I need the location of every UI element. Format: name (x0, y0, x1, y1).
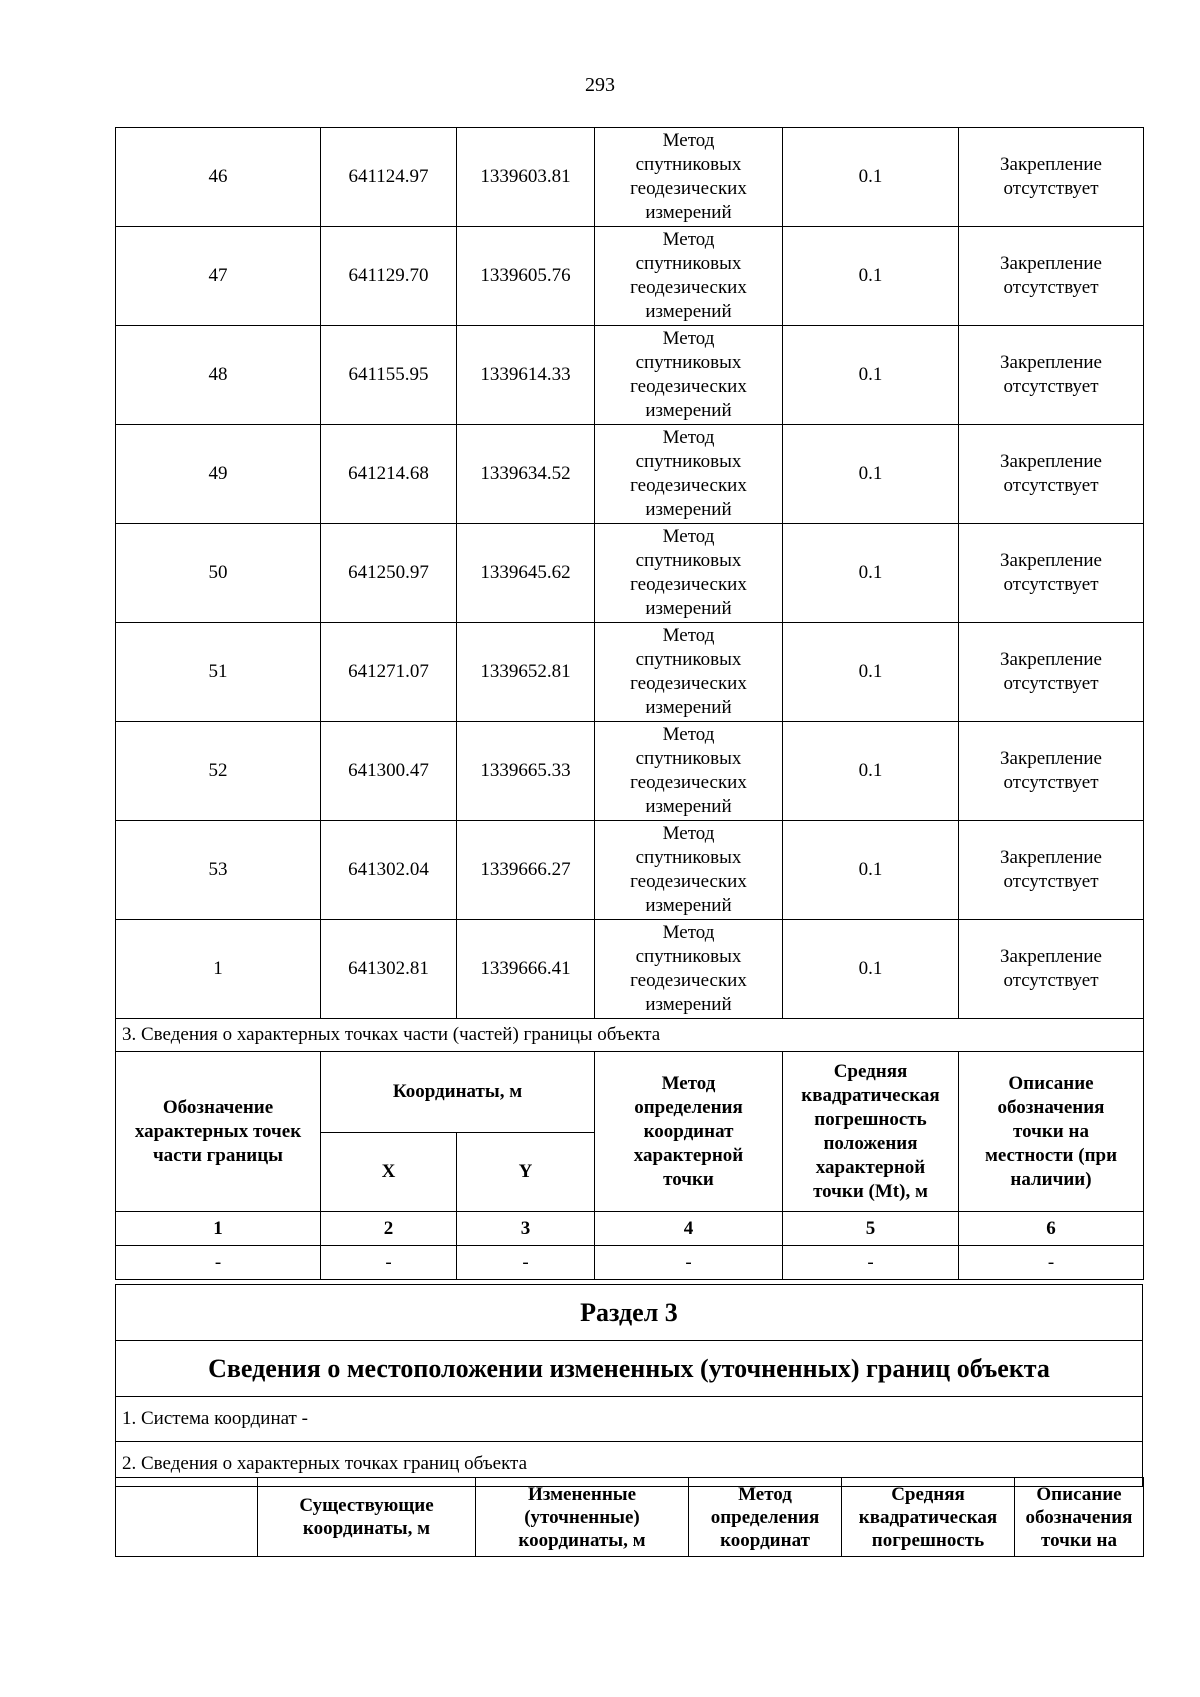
point-method (595, 722, 783, 821)
point-y: 1339666.41 (457, 920, 595, 1019)
table-row (116, 128, 1144, 227)
point-y: 1339605.76 (457, 227, 595, 326)
header-empty (116, 1478, 258, 1557)
text-line: характерной (633, 1144, 744, 1166)
text-line: Метод (662, 922, 715, 943)
point-method (595, 227, 783, 326)
text-line: Закрепление (1000, 253, 1102, 274)
column-number: 1 (116, 1212, 321, 1246)
text-line: Метод (738, 1483, 792, 1505)
point-x: 641155.95 (321, 326, 457, 425)
point-mt: 0.1 (783, 722, 959, 821)
text-line: положения (823, 1132, 918, 1154)
text-line: геодезических (630, 871, 747, 892)
text-line: координат (720, 1529, 810, 1551)
point-id: 48 (116, 326, 321, 425)
text-line: Метод (662, 427, 715, 448)
text-line: спутниковых (635, 847, 742, 868)
text-line: Закрепление (1000, 946, 1102, 967)
text-line: Метод (661, 1072, 716, 1094)
text-line: квадратическая (858, 1506, 998, 1528)
header-method (595, 1052, 783, 1212)
point-mt: 0.1 (783, 623, 959, 722)
text-line: отсутствует (1003, 277, 1099, 298)
point-description (959, 722, 1144, 821)
text-line: (уточненные) (524, 1506, 640, 1528)
point-id: 50 (116, 524, 321, 623)
text-line: Обозначение (162, 1096, 274, 1118)
text-line: Средняя (891, 1483, 965, 1505)
header-description (959, 1052, 1144, 1212)
text-line: обозначения (1025, 1506, 1133, 1528)
text-line: измерений (645, 994, 732, 1015)
text-line: измерений (645, 895, 732, 916)
text-line: спутниковых (635, 946, 742, 967)
text-line: геодезических (630, 970, 747, 991)
text-line: геодезических (630, 178, 747, 199)
table-row (116, 524, 1144, 623)
section3-header-table (115, 1477, 1144, 1557)
text-line: Метод (662, 229, 715, 250)
page-number: 293 (585, 74, 615, 96)
point-method (595, 623, 783, 722)
text-line: Метод (662, 328, 715, 349)
text-line: спутниковых (635, 649, 742, 670)
point-description (959, 821, 1144, 920)
text-line: характерных точек (134, 1120, 302, 1142)
point-mt: 0.1 (783, 920, 959, 1019)
text-line: отсутствует (1003, 673, 1099, 694)
text-line: Метод (662, 625, 715, 646)
empty-cell: - (783, 1246, 959, 1280)
point-y: 1339614.33 (457, 326, 595, 425)
point-x: 641250.97 (321, 524, 457, 623)
point-x: 641300.47 (321, 722, 457, 821)
text-line: отсутствует (1003, 871, 1099, 892)
text-line: точки на (1041, 1529, 1117, 1551)
text-line: местности (при (984, 1144, 1118, 1166)
point-id: 1 (116, 920, 321, 1019)
point-y: 1339645.62 (457, 524, 595, 623)
text-line: точки (663, 1168, 714, 1190)
table-row (116, 821, 1144, 920)
point-mt: 0.1 (783, 524, 959, 623)
point-method (595, 524, 783, 623)
text-line: спутниковых (635, 550, 742, 571)
header-coordinates: Координаты, м (321, 1052, 595, 1133)
text-line: точки (Mt), м (813, 1180, 928, 1202)
text-line: координаты, м (518, 1529, 646, 1551)
section3-heading: Раздел 3 (116, 1285, 1143, 1341)
point-x: 641124.97 (321, 128, 457, 227)
text-line: характерной (815, 1156, 926, 1178)
text-line: координаты, м (302, 1518, 431, 1539)
text-line: геодезических (630, 574, 747, 595)
empty-cell: - (595, 1246, 783, 1280)
text-line: Средняя (833, 1060, 908, 1082)
text-line: квадратическая (801, 1084, 940, 1106)
text-line: Закрепление (1000, 550, 1102, 571)
point-y: 1339652.81 (457, 623, 595, 722)
point-method (595, 326, 783, 425)
point-y: 1339603.81 (457, 128, 595, 227)
point-description (959, 623, 1144, 722)
text-line: геодезических (630, 277, 747, 298)
header-y: Y (457, 1133, 595, 1212)
text-line: отсутствует (1003, 475, 1099, 496)
text-line: Существующие (299, 1495, 434, 1516)
header-changed (476, 1478, 689, 1557)
point-x: 641271.07 (321, 623, 457, 722)
text-line: обозначения (997, 1096, 1105, 1118)
point-description (959, 128, 1144, 227)
column-number: 6 (959, 1212, 1144, 1246)
text-line: отсутствует (1003, 970, 1099, 991)
text-line: определения (634, 1096, 743, 1118)
table-row (116, 227, 1144, 326)
text-line: Метод (662, 823, 715, 844)
point-id: 47 (116, 227, 321, 326)
text-line: точки на (1013, 1120, 1089, 1142)
points-title-line: 2. Сведения о характерных точках границ объекта (116, 1442, 1143, 1487)
points-body (116, 128, 1144, 1019)
point-id: 49 (116, 425, 321, 524)
text-line: измерений (645, 202, 732, 223)
text-line: Закрепление (1000, 154, 1102, 175)
empty-data-row (116, 1246, 1144, 1280)
point-y: 1339665.33 (457, 722, 595, 821)
point-description (959, 227, 1144, 326)
point-x: 641302.81 (321, 920, 457, 1019)
text-line: отсутствует (1003, 376, 1099, 397)
section3-table (115, 1284, 1143, 1487)
point-id: 46 (116, 128, 321, 227)
table-row (116, 722, 1144, 821)
header-method-s3 (689, 1478, 842, 1557)
table-row (116, 920, 1144, 1019)
point-description (959, 326, 1144, 425)
header-designation (116, 1052, 321, 1212)
point-x: 641214.68 (321, 425, 457, 524)
point-mt: 0.1 (783, 128, 959, 227)
text-line: Закрепление (1000, 847, 1102, 868)
text-line: геодезических (630, 772, 747, 793)
text-line: спутниковых (635, 352, 742, 373)
text-line: измерений (645, 499, 732, 520)
text-line: Измененные (527, 1483, 637, 1505)
header-error (783, 1052, 959, 1212)
point-mt: 0.1 (783, 821, 959, 920)
header-error-s3 (842, 1478, 1015, 1557)
text-line: геодезических (630, 376, 747, 397)
text-line: наличии) (1010, 1168, 1092, 1190)
table-row (116, 425, 1144, 524)
point-mt: 0.1 (783, 425, 959, 524)
point-id: 53 (116, 821, 321, 920)
text-line: спутниковых (635, 154, 742, 175)
text-line: отсутствует (1003, 178, 1099, 199)
point-y: 1339666.27 (457, 821, 595, 920)
point-description (959, 920, 1144, 1019)
table-row (116, 326, 1144, 425)
section3-title: Сведения о местоположении измененных (уточненных) границ объекта (116, 1341, 1143, 1397)
text-line: отсутствует (1003, 574, 1099, 595)
point-y: 1339634.52 (457, 425, 595, 524)
boundary-points-table (115, 127, 1144, 1280)
point-description (959, 425, 1144, 524)
empty-cell: - (959, 1246, 1144, 1280)
text-line: Метод (662, 130, 715, 151)
text-line: измерений (645, 796, 732, 817)
header-existing (258, 1478, 476, 1557)
point-method (595, 425, 783, 524)
column-number: 3 (457, 1212, 595, 1246)
point-method (595, 821, 783, 920)
text-line: Закрепление (1000, 649, 1102, 670)
text-line: измерений (645, 697, 732, 718)
point-mt: 0.1 (783, 326, 959, 425)
column-number: 5 (783, 1212, 959, 1246)
empty-cell: - (321, 1246, 457, 1280)
part-section-title: 3. Сведения о характерных точках части (частей) границы объекта (116, 1019, 1144, 1052)
text-line: Закрепление (1000, 352, 1102, 373)
text-line: координат (643, 1120, 734, 1142)
point-id: 51 (116, 623, 321, 722)
header-description-s3 (1015, 1478, 1144, 1557)
text-line: геодезических (630, 475, 747, 496)
text-line: определения (710, 1506, 820, 1528)
text-line: измерений (645, 400, 732, 421)
text-line: погрешность (871, 1529, 985, 1551)
text-line: геодезических (630, 673, 747, 694)
empty-cell: - (116, 1246, 321, 1280)
point-x: 641302.04 (321, 821, 457, 920)
text-line: спутниковых (635, 748, 742, 769)
point-mt: 0.1 (783, 227, 959, 326)
text-line: части границы (152, 1144, 284, 1166)
text-line: Закрепление (1000, 451, 1102, 472)
text-line: спутниковых (635, 451, 742, 472)
coord-system-line: 1. Система координат - (116, 1397, 1143, 1442)
text-line: Метод (662, 526, 715, 547)
text-line: измерений (645, 301, 732, 322)
text-line: погрешность (814, 1108, 927, 1130)
text-line: измерений (645, 598, 732, 619)
header-x: X (321, 1133, 457, 1212)
text-line: Метод (662, 724, 715, 745)
point-method (595, 128, 783, 227)
column-number: 4 (595, 1212, 783, 1246)
text-line: Описание (1036, 1483, 1122, 1505)
text-line: Закрепление (1000, 748, 1102, 769)
column-number-row (116, 1212, 1144, 1246)
text-line: Описание (1008, 1072, 1094, 1094)
table-row (116, 623, 1144, 722)
text-line: спутниковых (635, 253, 742, 274)
point-method (595, 920, 783, 1019)
point-x: 641129.70 (321, 227, 457, 326)
text-line: отсутствует (1003, 772, 1099, 793)
empty-cell: - (457, 1246, 595, 1280)
point-description (959, 524, 1144, 623)
column-number: 2 (321, 1212, 457, 1246)
point-id: 52 (116, 722, 321, 821)
